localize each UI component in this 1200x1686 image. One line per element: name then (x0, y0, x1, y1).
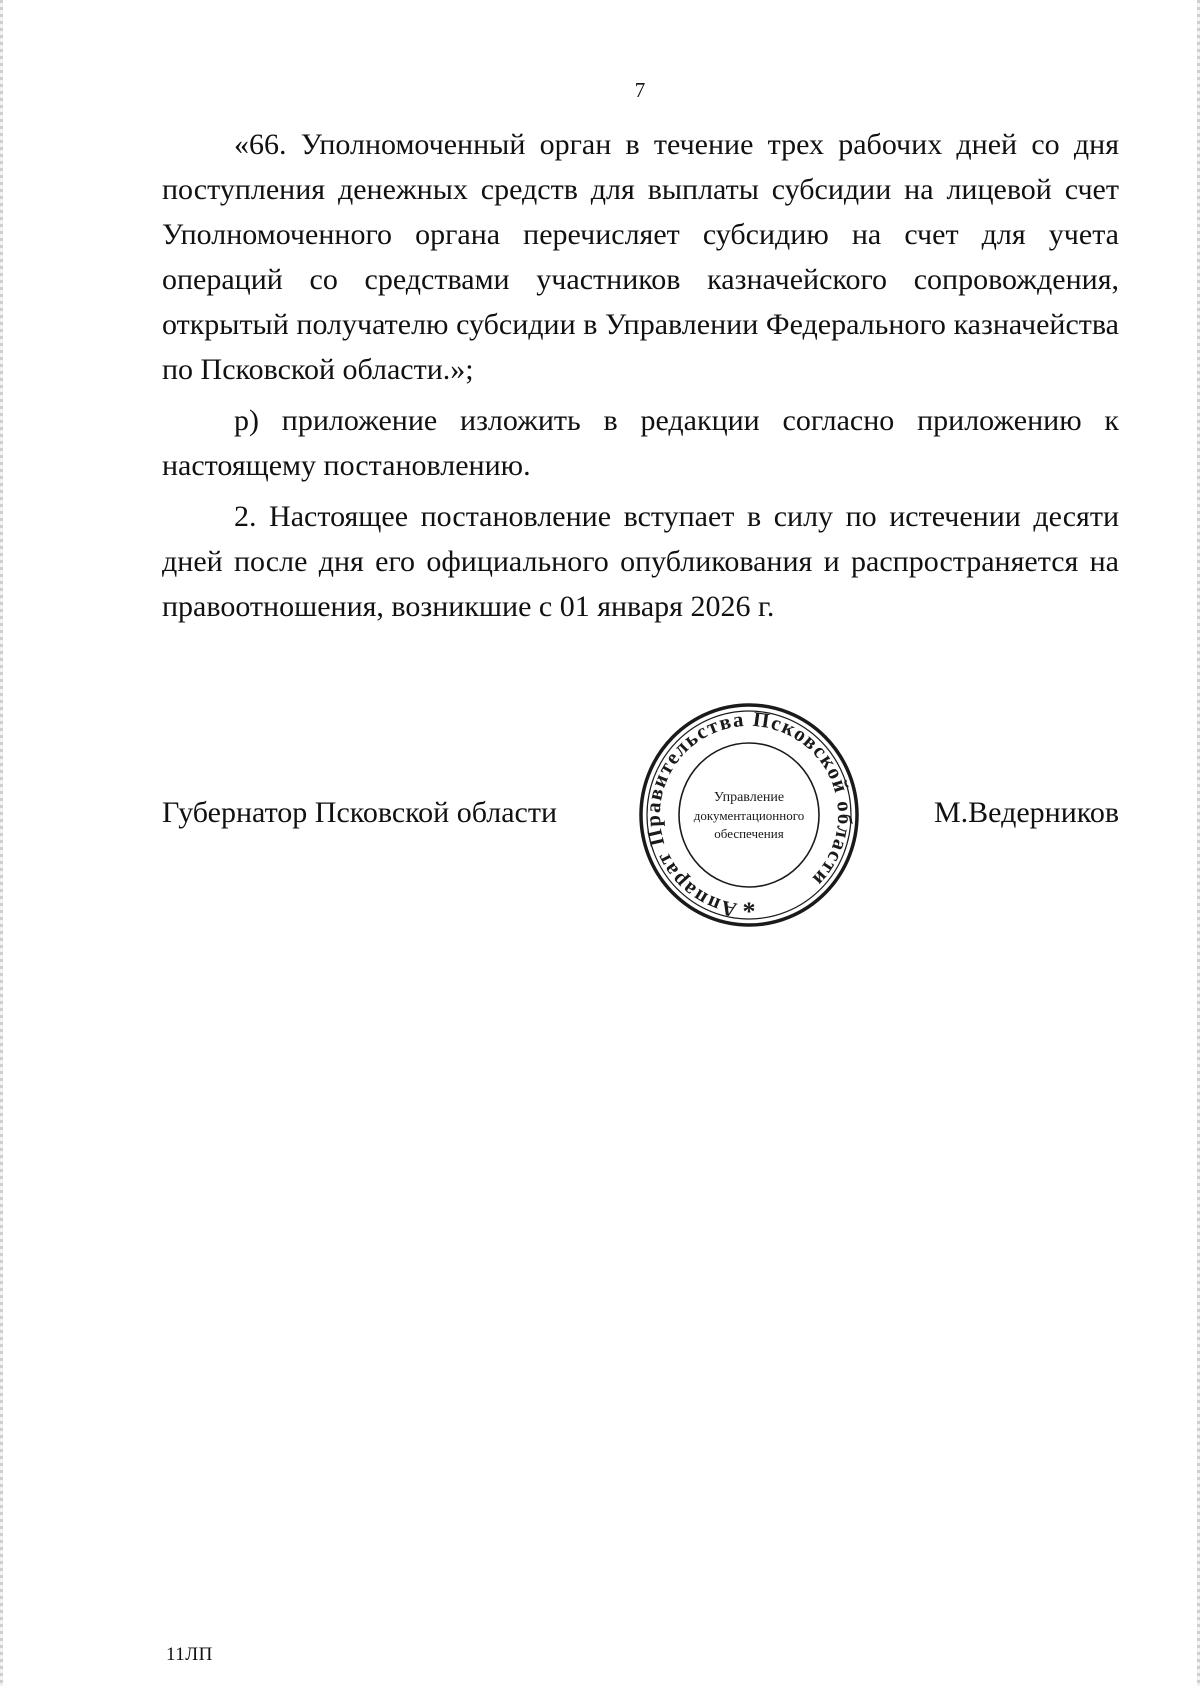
seal-star: * (742, 897, 756, 926)
paragraph-2: 2. Настоящее постановление вступает в силу по истечении десяти дней после дня его официального опубликования и распространяется на правоотношения, возникшие с 01 января 2026 г. (162, 500, 1119, 623)
seal-graphic (636, 700, 862, 930)
page-number: 7 (634, 78, 646, 102)
document-code: 11ЛП (166, 1644, 213, 1665)
official-seal (636, 700, 862, 930)
document-body (162, 122, 1119, 635)
seal-outer-textpath: Аппарат Правительства Псковской области (640, 706, 858, 923)
paragraph-r: р) приложение изложить в редакции согласно приложению к настоящему постановлению. (162, 404, 1119, 482)
signer-position: Губернатор Псковской области (162, 796, 558, 829)
paragraph-66: «66. Уполномоченный орган в течение трех рабочих дней со дня поступления денежных средств для выплаты субсидии на лицевой счет Уполномоченного органа перечисляет субсидию на счет для учета операций со средствами участников казначейского сопровождения, открытый получателю субсидии в Управлении Федерального казначейства по Псковской области.»; (162, 128, 1119, 386)
seal-inner-line-2: документационного (693, 808, 805, 823)
signer-name: М.Ведерников (933, 796, 1119, 829)
seal-inner-line-3: обеспечения (714, 826, 784, 841)
seal-inner-line-1: Управление (713, 790, 785, 805)
scan-edge-left (0, 0, 3, 1686)
